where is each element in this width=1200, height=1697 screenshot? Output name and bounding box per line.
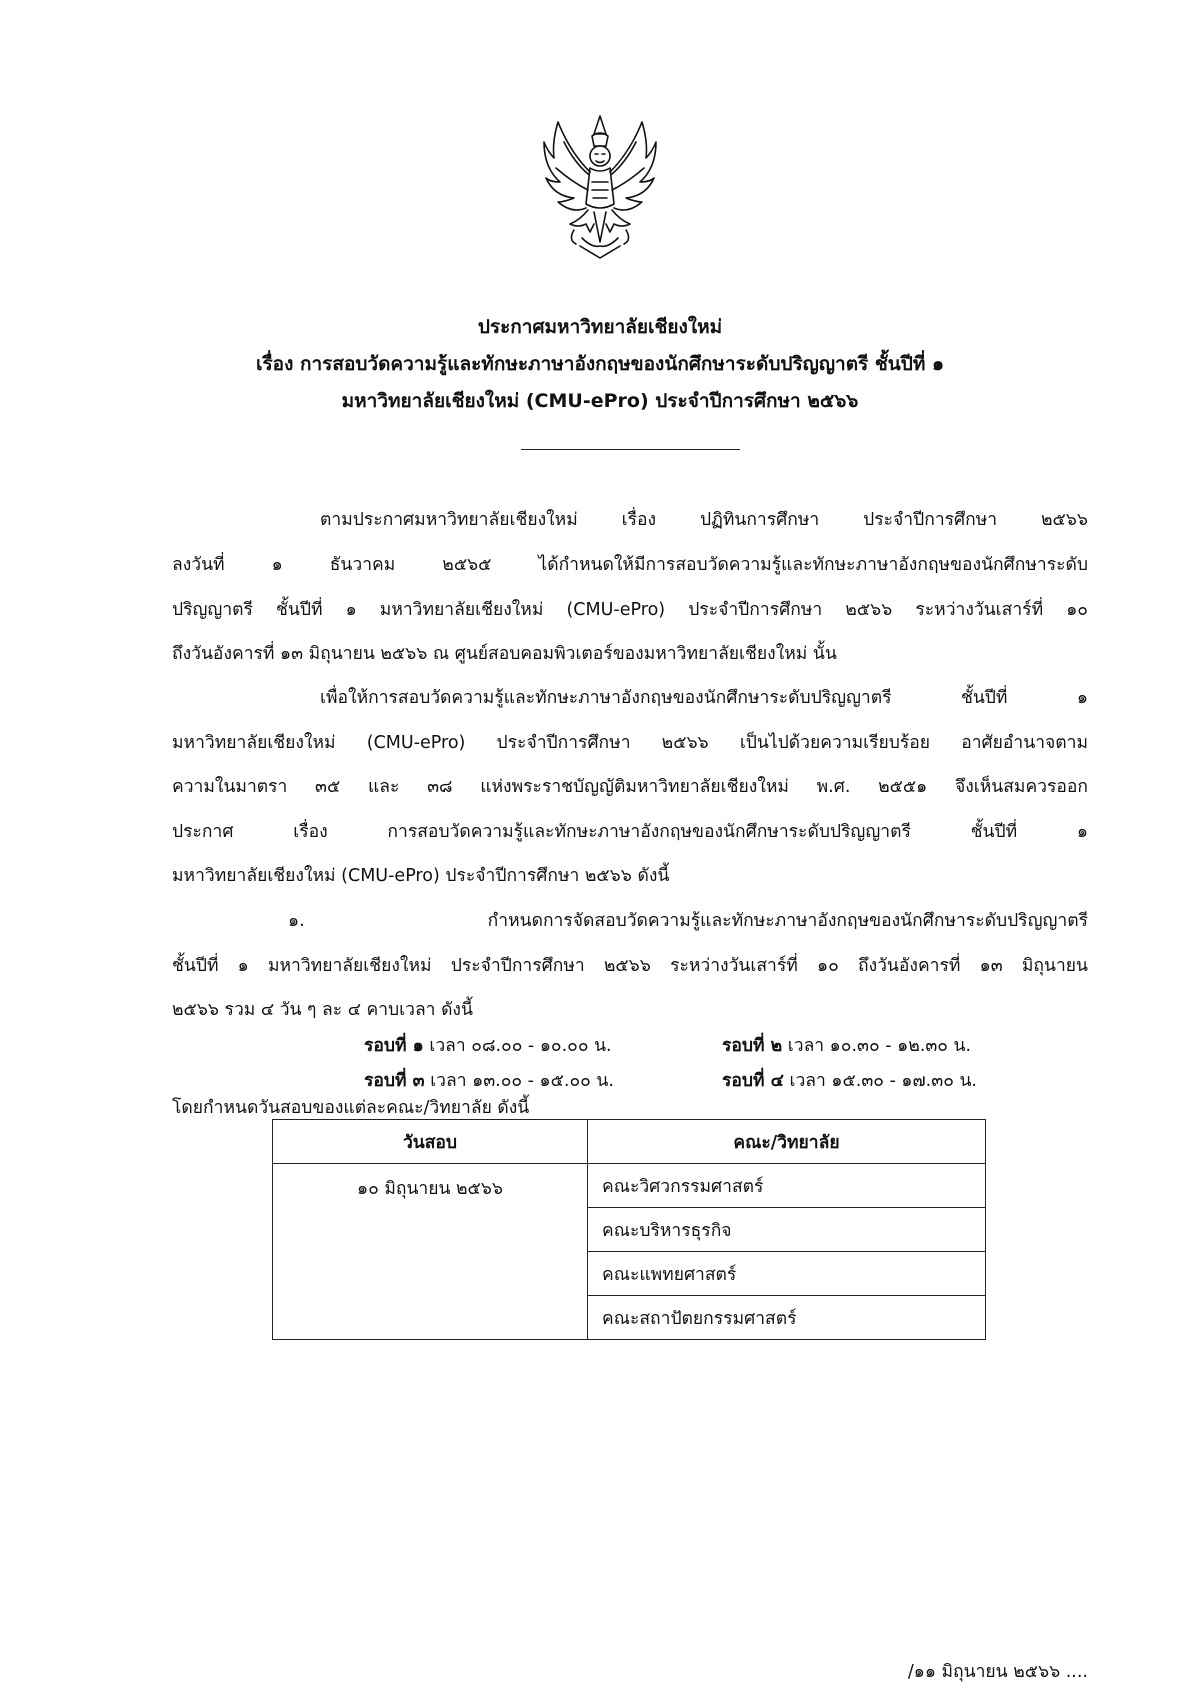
round-4-label: รอบที่ ๔: [722, 1071, 784, 1091]
announcement-title: ประกาศมหาวิทยาลัยเชียงใหม่: [477, 316, 723, 338]
round-2: [722, 1031, 971, 1059]
round-2-time: เวลา ๑๐.๓๐ - ๑๒.๓๐ น.: [787, 1036, 972, 1056]
round-2-label: รอบที่ ๒: [722, 1036, 783, 1056]
paragraph-3-line-1: ๑. กำหนดการจัดสอบวัดความรู้และทักษะภาษาอังกฤษของนักศึกษาระดับปริญญาตรี: [288, 911, 1088, 931]
paragraph-2-line-5: มหาวิทยาลัยเชียงใหม่ (CMU-ePro) ประจำปีการศึกษา ๒๕๖๖ ดังนี้: [172, 866, 670, 886]
paragraph-1-line-1: ตามประกาศมหาวิทยาลัยเชียงใหม่ เรื่อง ปฏิทินการศึกษา ประจำปีการศึกษา ๒๕๖๖: [320, 510, 1088, 530]
round-1-label: รอบที่ ๑: [364, 1036, 424, 1056]
faculty-cell: คณะบริหารธุรกิจ: [588, 1208, 986, 1252]
paragraph-1-line-4: ถึงวันอังคารที่ ๑๓ มิถุนายน ๒๕๖๖ ณ ศูนย์สอบคอมพิวเตอร์ของมหาวิทยาลัยเชียงใหม่ นั้น: [172, 644, 837, 664]
round-1: [364, 1031, 612, 1059]
announcement-subject: เรื่อง การสอบวัดความรู้และทักษะภาษาอังกฤษของนักศึกษาระดับปริญญาตรี ชั้นปีที่ ๑: [255, 353, 945, 375]
header-exam-date: วันสอบ: [273, 1120, 588, 1164]
table-row: [273, 1164, 986, 1208]
header-faculty: คณะ/วิทยาลัย: [588, 1120, 986, 1164]
table-header-row: [273, 1120, 986, 1164]
announcement-subject-cont: มหาวิทยาลัยเชียงใหม่ (CMU-ePro) ประจำปีการศึกษา ๒๕๖๖: [341, 390, 859, 412]
round-3-time: เวลา ๑๓.๐๐ - ๑๕.๐๐ น.: [430, 1071, 614, 1091]
paragraph-2-line-3: ความในมาตรา ๓๕ และ ๓๘ แห่งพระราชบัญญัติมหาวิทยาลัยเชียงใหม่ พ.ศ. ๒๕๕๑ จึงเห็นสมควรออก: [172, 777, 1088, 797]
paragraph-2-line-1: เพื่อให้การสอบวัดความรู้และทักษะภาษาอังกฤษของนักศึกษาระดับปริญญาตรี ชั้นปีที่ ๑: [320, 688, 1088, 708]
faculty-cell: คณะวิศวกรรมศาสตร์: [588, 1164, 986, 1208]
table-intro: โดยกำหนดวันสอบของแต่ละคณะ/วิทยาลัย ดังนี้: [172, 1098, 530, 1118]
round-3: [364, 1066, 614, 1094]
exam-date-cell: ๑๐ มิถุนายน ๒๕๖๖: [273, 1164, 588, 1340]
paragraph-2-line-4: ประกาศ เรื่อง การสอบวัดความรู้และทักษะภาษาอังกฤษของนักศึกษาระดับปริญญาตรี ชั้นปีที่ ๑: [172, 822, 1088, 842]
faculty-cell: คณะแพทยศาสตร์: [588, 1252, 986, 1296]
round-4-time: เวลา ๑๕.๓๐ - ๑๗.๓๐ น.: [789, 1071, 977, 1091]
faculty-cell: คณะสถาปัตยกรรมศาสตร์: [588, 1296, 986, 1340]
round-4: [722, 1066, 977, 1094]
paragraph-3-line-3: ๒๕๖๖ รวม ๔ วัน ๆ ละ ๔ คาบเวลา ดังนี้: [172, 1000, 473, 1020]
paragraph-3-line-2: ชั้นปีที่ ๑ มหาวิทยาลัยเชียงใหม่ ประจำปีการศึกษา ๒๕๖๖ ระหว่างวันเสาร์ที่ ๑๐ ถึงวันอังคารที่ ๑๓ มิถุนายน: [172, 956, 1088, 976]
round-1-time: เวลา ๐๘.๐๐ - ๑๐.๐๐ น.: [429, 1036, 612, 1056]
round-3-label: รอบที่ ๓: [364, 1071, 425, 1091]
paragraph-2-line-2: มหาวิทยาลัยเชียงใหม่ (CMU-ePro) ประจำปีการศึกษา ๒๕๖๖ เป็นไปด้วยความเรียบร้อย อาศัยอำนาจตาม: [172, 733, 1088, 753]
exam-schedule-table: [272, 1119, 986, 1340]
garuda-emblem-icon: [540, 112, 660, 262]
title-divider: [521, 449, 740, 450]
continuation-note: /๑๑ มิถุนายน ๒๕๖๖ ....: [907, 1662, 1088, 1682]
paragraph-1-line-3: ปริญญาตรี ชั้นปีที่ ๑ มหาวิทยาลัยเชียงใหม่ (CMU-ePro) ประจำปีการศึกษา ๒๕๖๖ ระหว่างวันเสาร์ที่ ๑๐: [172, 600, 1088, 620]
paragraph-1-line-2: ลงวันที่ ๑ ธันวาคม ๒๕๖๕ ได้กำหนดให้มีการสอบวัดความรู้และทักษะภาษาอังกฤษของนักศึกษาระดับ: [172, 555, 1088, 575]
